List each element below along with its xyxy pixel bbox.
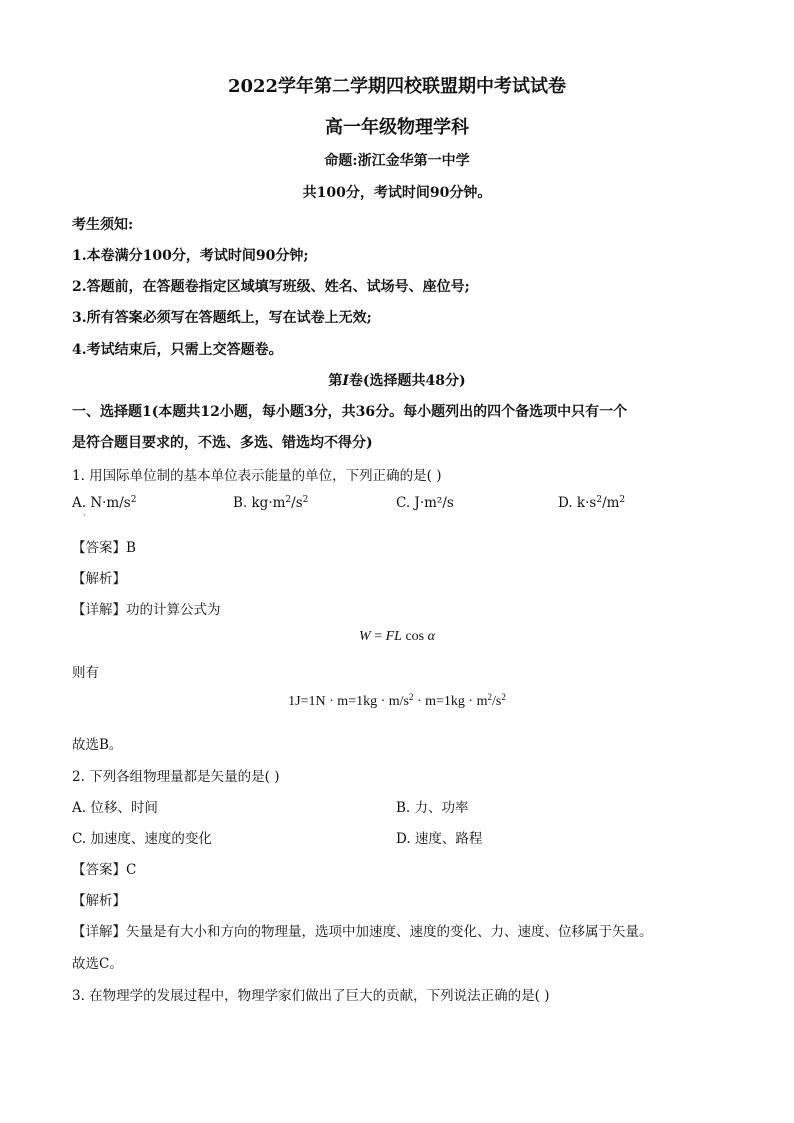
q1-answer: 【答案】B bbox=[72, 540, 136, 556]
q1-option-b-text: B. kg·m bbox=[233, 495, 286, 511]
q2-stem: 2. 下列各组物理量都是矢量的是( ) bbox=[72, 769, 280, 785]
derivation-sup-3: 2 bbox=[501, 692, 506, 702]
section-title-prefix: 第 bbox=[328, 373, 343, 389]
q1-option-b-mid: /s bbox=[291, 495, 303, 511]
q1-conclusion: 故选B。 bbox=[72, 737, 123, 753]
notice-item-4: 4.考试结束后，只需上交答题卷。 bbox=[72, 342, 283, 358]
q2-option-b: B. 力、功率 bbox=[396, 800, 469, 816]
q2-detail: 【详解】矢量是有大小和方向的物理量，选项中加速度、速度的变化、力、速度、位移属于矢量。 bbox=[72, 924, 653, 940]
formula-w: W bbox=[359, 629, 371, 644]
q1-then: 则有 bbox=[72, 665, 99, 681]
derivation-part-1: 1J=1N · m=1kg · m/s bbox=[288, 694, 409, 709]
notice-item-3: 3.所有答案必须写在答题纸上，写在试卷上无效; bbox=[72, 310, 372, 326]
q3-stem: 3. 在物理学的发展过程中，物理学家们做出了巨大的贡献，下列说法正确的是( ) bbox=[72, 988, 550, 1004]
q1-option-b-sup2: 2 bbox=[302, 495, 309, 505]
exam-title: 2022学年第二学期四校联盟期中考试试卷 bbox=[227, 76, 567, 97]
q1-analysis: 【解析】 bbox=[72, 571, 126, 587]
q2-option-c: C. 加速度、速度的变化 bbox=[72, 831, 212, 847]
q1-option-d-mid: /m bbox=[602, 495, 620, 511]
formula-alpha: α bbox=[427, 629, 435, 644]
q1-option-a-sup: 2 bbox=[130, 495, 137, 505]
q2-option-a: A. 位移、时间 bbox=[72, 800, 158, 816]
q1-option-a-text: A. N·m/s bbox=[72, 495, 131, 511]
derivation-sup-2: 2 bbox=[487, 692, 492, 702]
q1-option-a-mark: · bbox=[83, 511, 86, 520]
notice-item-1: 1.本卷满分100分，考试时间90分钟; bbox=[72, 248, 309, 264]
q1-detail: 【详解】功的计算公式为 bbox=[72, 602, 221, 618]
exam-subtitle: 高一年级物理学科 bbox=[325, 117, 469, 138]
q1-option-d-sup2: 2 bbox=[619, 495, 626, 505]
exam-score-time: 共100分，考试时间90分钟。 bbox=[302, 185, 492, 201]
section-instruction-line1: 一、选择题1(本题共12小题，每小题3分，共36分。每小题列出的四个备选项中只有一个 bbox=[72, 404, 628, 420]
derivation-part-3: /s bbox=[491, 694, 502, 709]
q2-analysis: 【解析】 bbox=[72, 893, 126, 909]
section-title-roman: I bbox=[342, 373, 349, 389]
notice-heading: 考生须知: bbox=[72, 217, 134, 233]
section-instruction-line2: 是符合题目要求的，不选、多选、错选均不得分) bbox=[72, 435, 373, 451]
section-title bbox=[0, 370, 794, 390]
q1-option-c: C. J·m²/s bbox=[396, 495, 454, 511]
q2-option-d: D. 速度、路程 bbox=[396, 831, 483, 847]
derivation-sup-1: 2 bbox=[408, 692, 414, 702]
q2-conclusion: 故选C。 bbox=[72, 956, 123, 972]
formula-cos: cos bbox=[401, 629, 428, 644]
q1-derivation bbox=[0, 694, 794, 710]
q1-option-d-sup1: 2 bbox=[596, 495, 603, 505]
q1-option-b bbox=[233, 495, 308, 511]
q1-option-d bbox=[558, 495, 625, 511]
derivation-part-2: · m=1kg · m bbox=[413, 694, 488, 709]
q2-answer: 【答案】C bbox=[72, 862, 137, 878]
section-title-suffix: 卷(选择题共48分) bbox=[348, 373, 466, 389]
q1-option-a bbox=[72, 495, 136, 511]
q1-stem: 1. 用国际单位制的基本单位表示能量的单位，下列正确的是( ) bbox=[72, 468, 442, 484]
formula-eq: = bbox=[370, 629, 386, 644]
q1-formula bbox=[0, 629, 794, 645]
exam-author: 命题:浙江金华第一中学 bbox=[324, 153, 470, 169]
q1-option-d-text: D. k·s bbox=[558, 495, 597, 511]
formula-fl: FL bbox=[385, 629, 402, 644]
q1-option-b-sup1: 2 bbox=[285, 495, 292, 505]
notice-item-2: 2.答题前，在答题卷指定区域填写班级、姓名、试场号、座位号; bbox=[72, 279, 470, 295]
